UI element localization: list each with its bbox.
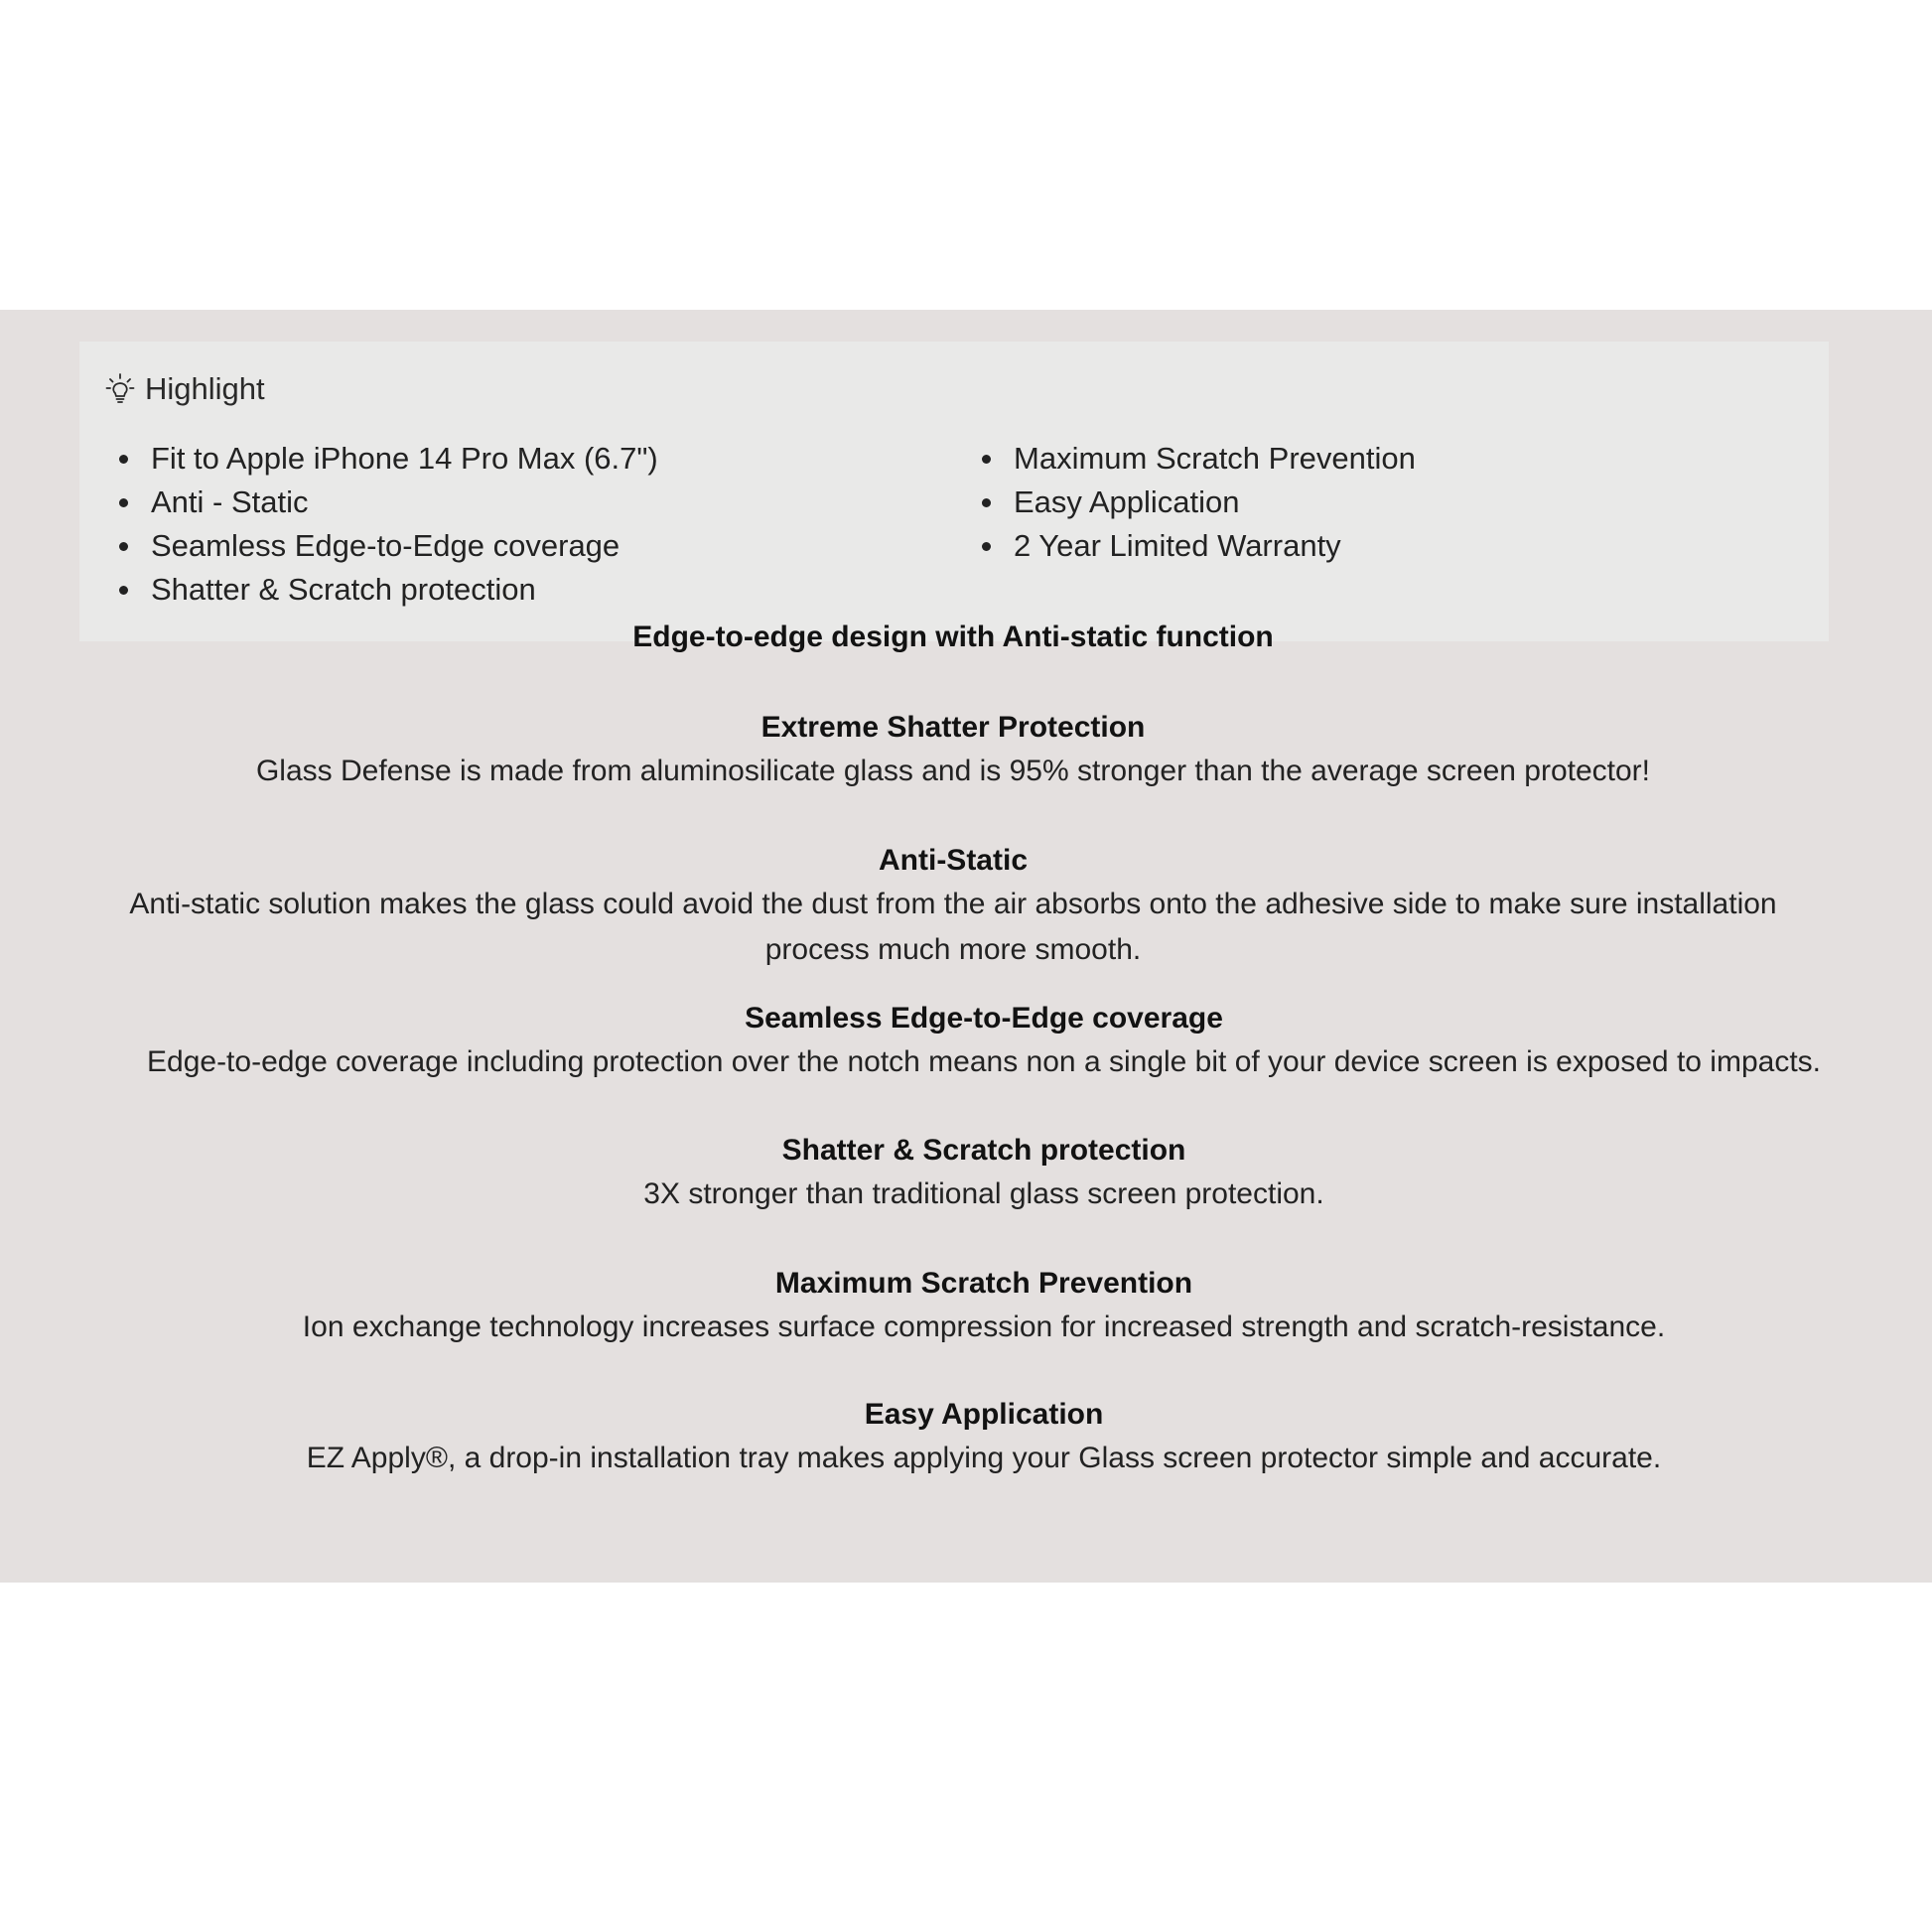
feature-easy-application <box>0 1394 1932 1481</box>
highlight-box <box>79 342 1829 641</box>
list-item: Shatter & Scratch protection <box>115 568 658 612</box>
highlight-header <box>105 369 265 409</box>
feature-scratch-prevention <box>0 1263 1932 1350</box>
feature-text: Anti-static solution makes the glass could avoid the dust from the air absorbs onto the adhesive side to make sure installation process much more smooth. <box>129 888 1777 966</box>
list-item: Fit to Apple iPhone 14 Pro Max (6.7") <box>115 437 658 481</box>
lightbulb-icon <box>105 372 135 406</box>
product-description-panel <box>0 310 1932 1583</box>
list-item: Seamless Edge-to-Edge coverage <box>115 524 658 568</box>
feature-text: Edge-to-edge coverage including protection over the notch means non a single bit of your device screen is exposed to impacts. <box>147 1045 1821 1078</box>
feature-title: Anti-Static <box>879 844 1028 877</box>
highlight-list-right <box>978 437 1416 568</box>
list-item: Easy Application <box>978 481 1416 524</box>
feature-title: Maximum Scratch Prevention <box>774 1267 1193 1300</box>
feature-text: Glass Defense is made from aluminosilicate glass and is 95% stronger than the average screen protector! <box>255 755 1651 787</box>
feature-text: 3X stronger than traditional glass screen protection. <box>643 1177 1324 1210</box>
feature-title: Easy Application <box>864 1398 1104 1431</box>
feature-anti-static <box>0 840 1906 973</box>
feature-text: Ion exchange technology increases surface compression for increased strength and scratch-resistance. <box>302 1311 1666 1343</box>
section-title: Edge-to-edge design with Anti-static function <box>632 621 1274 653</box>
highlight-title: Highlight <box>145 371 265 406</box>
feature-edge-to-edge <box>0 998 1932 1085</box>
feature-title: Seamless Edge-to-Edge coverage <box>745 1002 1223 1035</box>
highlight-list-left <box>115 437 658 612</box>
feature-title: Extreme Shatter Protection <box>760 711 1146 744</box>
list-item: Anti - Static <box>115 481 658 524</box>
feature-text: EZ Apply®, a drop-in installation tray makes applying your Glass screen protector simple and accurate. <box>306 1442 1662 1474</box>
list-item: 2 Year Limited Warranty <box>978 524 1416 568</box>
feature-shatter-scratch <box>0 1130 1932 1217</box>
feature-extreme-shatter <box>0 707 1906 794</box>
feature-title: Shatter & Scratch protection <box>781 1134 1186 1167</box>
list-item: Maximum Scratch Prevention <box>978 437 1416 481</box>
